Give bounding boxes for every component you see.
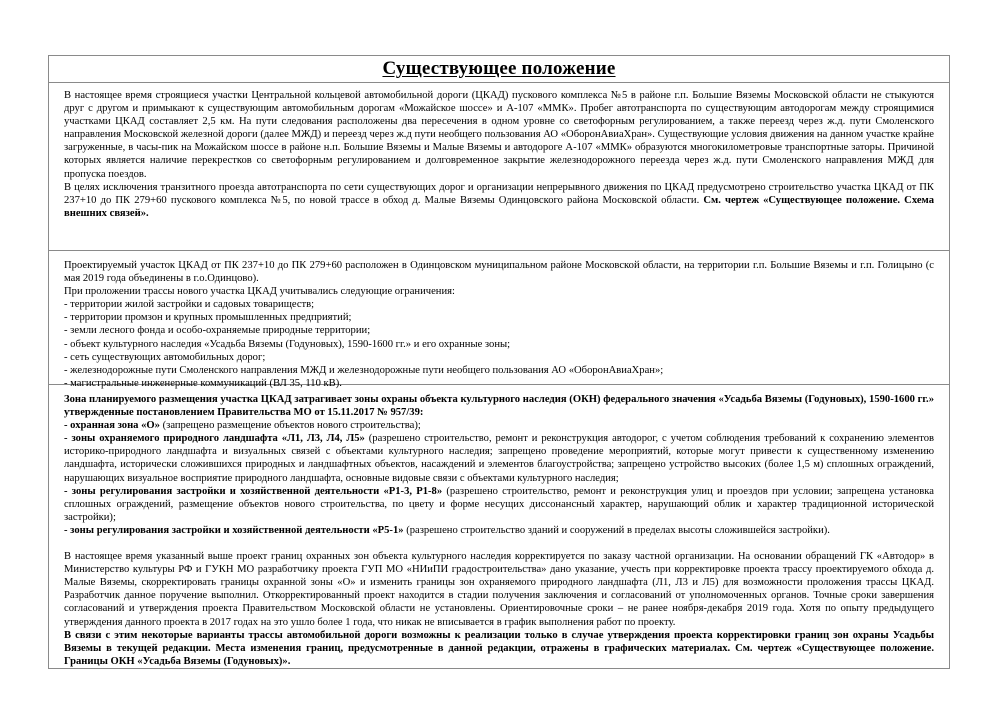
zone-label: - зоны регулирования застройки и хозяйственной деятельности «Р5-1»	[64, 524, 407, 536]
heritage-zones-row	[49, 385, 949, 668]
zone-item-protection	[64, 419, 934, 432]
conclusion-paragraph: В связи с этим некоторые варианты трассы автомобильной дороги возможны к реализации только в случае утверждения проекта корректировки границ зон охраны Усадьбы Вяземы в текущей редакции. Места изменения границ, предусмотренные в данной редакции, отражены в графических материалах. См. чертеж «Существующее положение. Границы ОКН «Усадьба Вяземы (Годуновых)».	[64, 629, 934, 667]
zone-description: (разрешено строительство, ремонт и реконструкция улиц и проездов при условии; запрещена установка сплошных ограждений, размещение объектов нового строительства, по цвету и форме несущих диссонансный характер, нарушающий облик и характер традиционной исторической застройки);	[64, 485, 934, 523]
constraint-item: - земли лесного фонда и особо-охраняемые природные территории;	[64, 325, 371, 337]
general-description-cell	[49, 87, 949, 220]
constraint-item: - территории промзон и крупных промышленных предприятий;	[64, 312, 352, 324]
constraint-item: - сеть существующих автомобильных дорог;	[64, 351, 266, 363]
construction-purpose-paragraph	[64, 181, 934, 220]
constraints-heading: При проложении трассы нового участка ЦКАД учитывались следующие ограничения:	[64, 286, 455, 298]
constraint-item: - железнодорожные пути Смоленского направления МЖД и железнодорожные пути необщего пользования АО «ОборонАвиаХран»;	[64, 364, 664, 376]
location-constraints-row	[49, 251, 949, 389]
zone-description: (разрешено строительство зданий и сооружений в пределах высоты сложившейся застройки).	[406, 524, 830, 536]
location-paragraph: Проектируемый участок ЦКАД от ПК 237+10 до ПК 279+60 расположен в Одинцовском муниципальном районе Московской области, на территории г.п. Большие Вяземы и г.п. Голицыно (с мая 2019 года объединены в г.о.Одинцово).	[64, 260, 934, 285]
constraint-item: - объект культурного наследия «Усадьба Вяземы (Годуновых), 1590-1600 гг.» и его охранные зоны;	[64, 338, 511, 350]
zone-description: (разрешено строительство, ремонт и реконструкция автодорог, с учетом соблюдения требований к сохранению элементов историко-природного ландшафта и визуальных связей с объектами культурного наследия; запрещено проведение мероприятий, которые могут привести к существенному изменению ландшафта, исторически сложившихся природных и ландшафтных объектов, насаждений и элементов благоустройства; запрещено устройство высоких (более 1,5 м) сплошных ограждений, нарушающих визуальное восприятие природного ландшафта, основные видовые связи с объектами культурного наследия;	[64, 433, 934, 484]
constraint-item: - территории жилой застройки и садовых товариществ;	[64, 299, 315, 311]
general-description-row	[49, 83, 949, 251]
existing-situation-table	[48, 55, 950, 669]
zone-label: - зоны регулирования застройки и хозяйственной деятельности «Р1-3, Р1-8»	[64, 485, 447, 497]
current-traffic-paragraph: В настоящее время строящиеся участки Центральной кольцевой автомобильной дороги (ЦКАД) пускового комплекса №5 в районе г.п. Большие Вяземы Московской области не стыкуются друг с другом и примыкают к существующим автомобильным дорогам «Можайское шоссе» и А-107 «ММК». Пробег автотранспорта по существующим автодорогам между строящимися участками ЦКАД составляет 2,5 км. На пути следования расположены два пересечения в одном уровне со светофорным регулированием, а также переезд через ж.д. пути Смоленского направления Московской железной дороги (далее МЖД) и переезд через ж.д пути необщего пользования АО «ОборонАвиаХран». Существующие условия движения на данном участке крайне загруженные, в часы-пик на Можайском шоссе в районе н.п. Большие Вяземы и Малые Вяземы и автодороге А-107 «ММК» образуются многокилометровые транспортные заторы. Причиной которых является наличие перекрестков со светофорным регулированием и долговременное закрытие железнодорожного переезда через ж.д. пути Смоленского направления МЖД для пропуска поездов.	[64, 90, 934, 180]
zone-item-regulation-r1	[64, 485, 934, 524]
zone-label: - зоны охраняемого природного ландшафта «Л1, Л3, Л4, Л5»	[64, 433, 369, 445]
zone-label: - охранная зона «О»	[64, 420, 163, 432]
paragraph-gap	[64, 537, 934, 550]
zone-item-regulation-r5	[64, 524, 934, 537]
construction-purpose-text: В целях исключения транзитного проезда автотранспорта по сети существующих дорог и организации непрерывного движения по ЦКАД предусмотрено строительство участка ЦКАД от ПК 237+10 до ПК 279+60 пускового комплекса №5, по новой трассе в обход д. Малые Вяземы Одинцовского района Московской области.	[64, 181, 934, 206]
zone-description: (запрещено размещение объектов нового строительства);	[162, 420, 421, 432]
project-correction-paragraph: В настоящее время указанный выше проект границ охранных зон объекта культурного наследия корректируется по заказу частной организации. На основании обращений ГК «Автодор» в Министерство культуры РФ и ГУКН МО разработчику проекта ГУП МО «НИиПИ градостроительства» дано указание, учесть при корректировке проекта трассу проектируемого обхода д. Малые Вяземы, скорректировать границы охранной зоны «О» и изменить границы зон охраняемого природного ландшафта (Л1, Л3 и Л5) для возможности проложения трассы ЦКАД. Разработчик данное поручение выполнил. Откорректированный проект находится в стадии получения заключения и согласований от уполномоченных органов. Точные сроки завершения согласований и утверждения проекта Правительством Московской области не установлены. Ориентировочные сроки – не ранее ноября-декабря 2019 года. Хотя по опыту предыдущего утверждения данного проекта в 2017 годах на это ушло более 1 года, что никак не вписывается в график выполнения работ по проекту.	[64, 551, 934, 628]
section-title: Существующее положение	[382, 58, 616, 79]
zone-item-landscape	[64, 432, 934, 484]
drawing-reference-external-links: См. чертеж «Существующее положение. Схема внешних связей».	[64, 194, 934, 219]
title-row	[49, 56, 949, 83]
location-constraints-cell	[49, 257, 949, 390]
constraint-item: - магистральные инженерные коммуникаций (ВЛ 35, 110 кВ).	[64, 377, 342, 389]
heritage-zones-cell	[49, 391, 949, 668]
heritage-zones-heading: Зона планируемого размещения участка ЦКАД затрагивает зоны охраны объекта культурного наследия (ОКН) федерального значения «Усадьба Вяземы (Годуновых), 1590-1600 гг.» утвержденные постановлением Правительства МО от 15.11.2017 № 957/39:	[64, 394, 934, 419]
